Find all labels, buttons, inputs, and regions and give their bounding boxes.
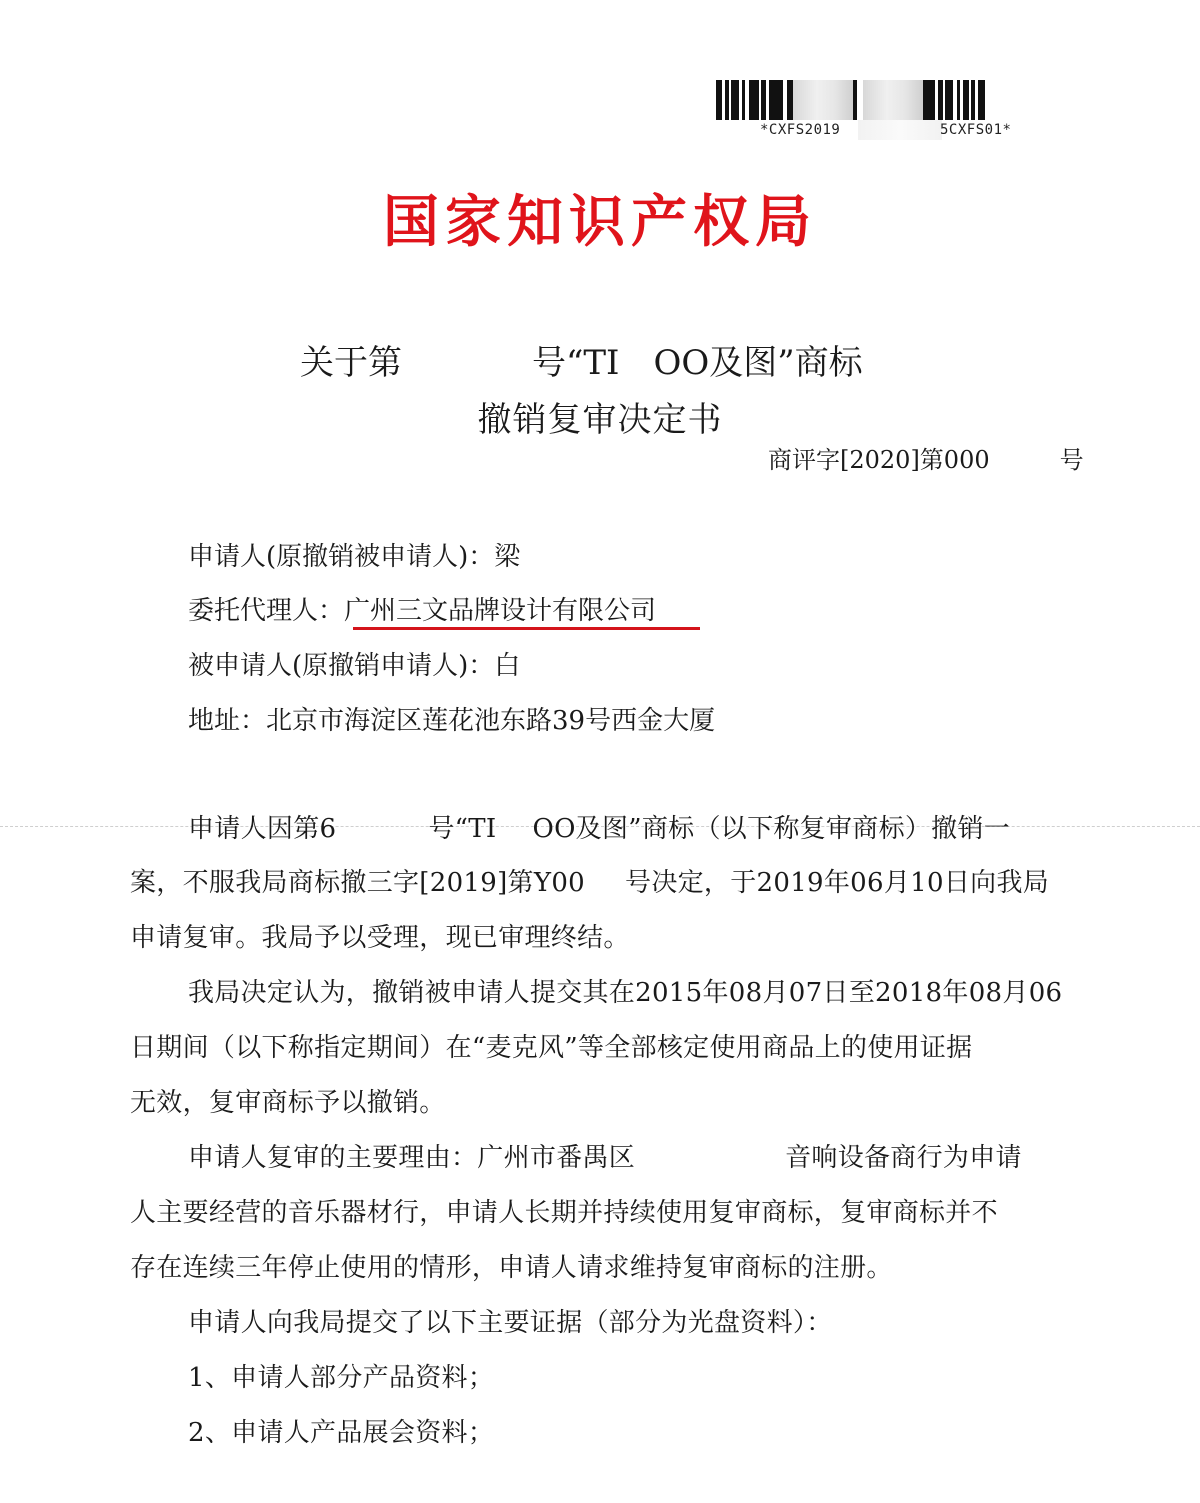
paragraph1-line2 [130,862,1049,899]
doc-number [768,440,1084,475]
decision-title-line2: 撤销复审决定书 [477,400,723,440]
paragraph4-line1: 申请人向我局提交了以下主要证据（部分为光盘资料）： [188,1308,833,1338]
p3-text-a: 申请人复审的主要理由：广州市番禺区 [188,1143,636,1173]
p1-text-d: 案，不服我局商标撤三字[2019]第Y00 [130,868,586,898]
agent-underline [353,627,700,630]
barcode-redaction [858,120,942,140]
agent-name: 广州三文品牌设计有限公司 [344,596,657,626]
p1-text-e: 号决定，于2019年06月10日向我局 [625,868,1050,898]
agency-title: 国家知识产权局 [383,190,817,255]
decision-title-line1 [300,335,863,385]
doc-number-suffix: 号 [1059,446,1084,474]
paragraph3-line2: 人主要经营的音乐器材行，申请人长期并持续使用复审商标，复审商标并不 [130,1198,998,1228]
barcode-graphic [716,80,1026,120]
paragraph3-line3: 存在连续三年停止使用的情形，申请人请求维持复审商标的注册。 [130,1253,893,1283]
paragraph1-line1 [188,808,1010,845]
respondent-line: 被申请人(原撤销申请人)：白 [188,651,521,681]
p1-text-a: 申请人因第6 [188,814,337,844]
paragraph2-line3: 无效，复审商标予以撤销。 [130,1088,446,1118]
paragraph2-line2: 日期间（以下称指定期间）在“麦克风”等全部核定使用商品上的使用证据 [130,1033,973,1063]
agent-label: 委托代理人： [188,596,345,626]
paragraph1-line3: 申请复审。我局予以受理，现已审理终结。 [130,923,630,953]
p1-text-c: OO及图”商标（以下称复审商标）撤销一 [532,814,1011,844]
evidence-item-1: 1、申请人部分产品资料； [188,1363,495,1393]
p3-text-b: 音响设备商行为申请 [785,1143,1022,1173]
address-line: 地址：北京市海淀区莲花池东路39号西金大厦 [188,706,716,736]
evidence-item-2: 2、申请人产品展会资料； [188,1418,495,1448]
barcode-number [760,120,1030,142]
agent-line [188,590,656,627]
title-mark-b: OO及图”商标 [653,343,863,383]
p1-text-b: 号“TI [428,814,497,844]
paragraph2-line1: 我局决定认为，撤销被申请人提交其在2015年08月07日至2018年08月06 [188,978,1063,1008]
title-mark-a: 号“TI [532,343,620,383]
paragraph3-line1 [188,1137,1022,1174]
title-prefix: 关于第 [300,343,402,383]
barcode-text-right: 5CXFS01* [940,122,1012,138]
doc-number-prefix: 商评字[2020]第000 [768,446,990,474]
applicant-line: 申请人(原撤销被申请人)：梁 [188,542,521,572]
barcode-text-left: *CXFS2019 [760,122,841,138]
